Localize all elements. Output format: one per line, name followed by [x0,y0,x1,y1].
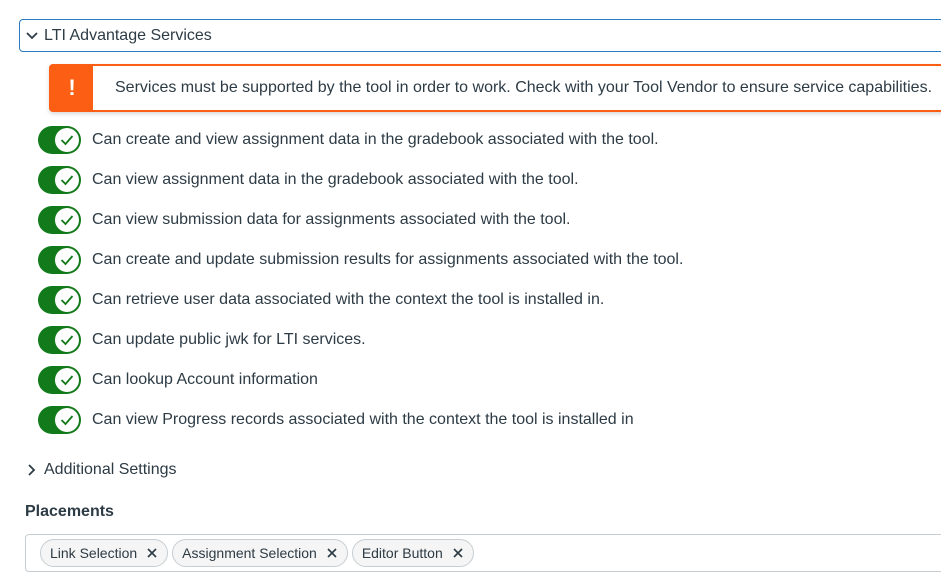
service-toggle-row[interactable] [38,245,683,275]
service-toggle-row[interactable] [38,125,659,155]
service-label: Can create and update submission results for assignments associated with the tool. [92,251,684,268]
placements-label: Placements [25,503,114,520]
check-icon [55,288,79,312]
service-toggle-row[interactable] [38,365,318,395]
placement-chip[interactable] [40,539,168,567]
chevron-right-icon [24,462,40,478]
service-toggle[interactable] [38,366,81,394]
additional-settings-label: Additional Settings [44,461,177,478]
chevron-down-icon [24,28,40,44]
check-icon [55,328,79,352]
service-toggle[interactable] [38,166,81,194]
chip-label: Editor Button [361,545,443,561]
check-icon [55,208,79,232]
service-label: Can lookup Account information [92,371,318,388]
exclamation-icon: ! [51,66,93,110]
chip-label: Link Selection [50,545,138,561]
close-icon[interactable] [325,546,339,560]
service-label: Can view submission data for assignments associated with the tool. [92,211,571,228]
service-toggle[interactable] [38,126,81,154]
service-toggle-row[interactable] [38,405,634,435]
check-icon [55,408,79,432]
placement-chip[interactable] [172,539,348,567]
placement-chip[interactable] [352,539,474,567]
service-toggle-row[interactable] [38,165,579,195]
check-icon [55,128,79,152]
service-toggle[interactable] [38,406,81,434]
check-icon [55,168,79,192]
service-toggle[interactable] [38,246,81,274]
service-toggle-row[interactable] [38,285,604,315]
service-label: Can retrieve user data associated with the context the tool is installed in. [92,291,605,308]
service-toggle-row[interactable] [38,205,570,235]
service-label: Can update public jwk for LTI services. [92,331,366,348]
close-icon[interactable] [145,546,159,560]
close-icon[interactable] [451,546,465,560]
service-toggle[interactable] [38,326,81,354]
check-icon [55,248,79,272]
check-icon [55,368,79,392]
service-label: Can view Progress records associated with the context the tool is installed in [92,411,634,428]
service-toggle-row[interactable] [38,325,366,355]
placements-multiselect[interactable] [25,534,941,572]
section-title: LTI Advantage Services [44,26,212,44]
service-toggle[interactable] [38,286,81,314]
chip-label: Assignment Selection [182,545,317,561]
service-label: Can view assignment data in the gradebook associated with the tool. [92,171,579,188]
alert-message: Services must be supported by the tool in order to work. Check with your Tool Vendor to ensure service capabilities. [115,79,933,96]
additional-settings-toggle[interactable] [24,458,177,482]
service-toggle[interactable] [38,206,81,234]
warning-alert [49,64,941,112]
lti-advantage-services-toggle[interactable] [19,19,941,52]
service-label: Can create and view assignment data in the gradebook associated with the tool. [92,131,659,148]
